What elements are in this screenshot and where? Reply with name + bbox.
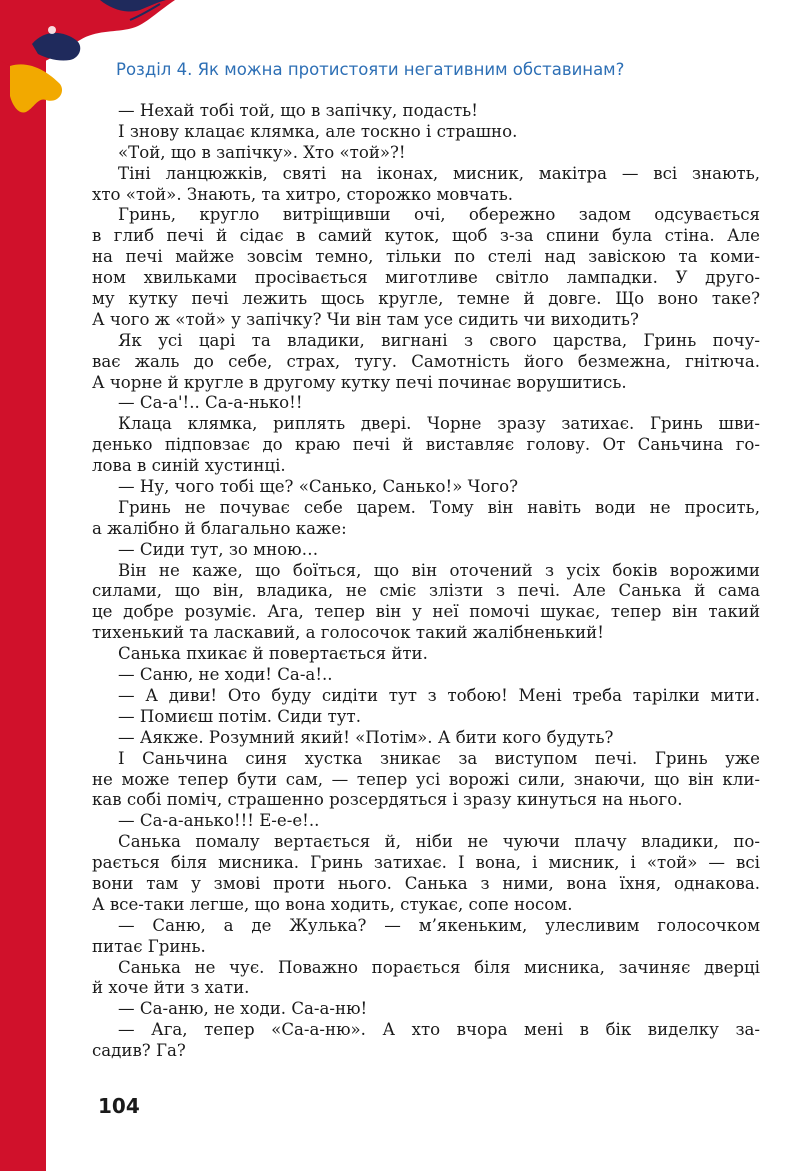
text-line: не може тепер бути сам, — тепер усі ворожі сили, знаючи, що він кли-	[92, 769, 760, 789]
text-line: Тіні ланцюжків, святі на іконах, мисник, макітра — всі знають,	[118, 163, 760, 183]
page-number: 104	[98, 1094, 140, 1118]
text-line: — Ну, чого тобі ще? «Санько, Санько!» Чого?	[118, 477, 519, 497]
text-line: й хоче йти з хати.	[92, 978, 250, 998]
text-line: тихенький та ласкавий, а голосочок такий жалібненький!	[92, 623, 604, 643]
text-line: Як усі царі та владики, вигнані з свого царства, Гринь почу-	[118, 330, 760, 350]
text-line: ває жаль до себе, страх, тугу. Самотність його безмежна, гнітюча.	[92, 351, 760, 371]
text-line: І знову клацає клямка, але тоскно і страшно.	[118, 121, 518, 141]
text-line: — Аякже. Розумний який! «Потім». А бити кого будуть?	[118, 727, 614, 747]
text-line: А чорне й кругле в другому кутку печі починає ворушитись.	[92, 372, 627, 392]
text-line: А чого ж «той» у запічку? Чи він там усе сидить чи виходить?	[92, 309, 639, 329]
text-line: в глиб печі й сідає в самий куток, щоб з-за спини була стіна. Але	[92, 226, 760, 246]
text-line: Гринь, кругло витріщивши очі, обережно задом одсувається	[118, 205, 760, 225]
text-line: рається біля мисника. Гринь затихає. І вона, і мисник, і «той» — всі	[92, 853, 760, 873]
text-line: денько підповзає до краю печі й виставляє голову. От Саньчина го-	[92, 435, 760, 455]
text-line: питає Гринь.	[92, 936, 206, 956]
text-line: Клаца клямка, риплять двері. Чорне зразу затихає. Гринь шви-	[118, 414, 760, 434]
text-line: — Са-а'!.. Са-а-нько!!	[118, 393, 303, 413]
text-line: І Саньчина синя хустка зникає за виступом печі. Гринь уже	[118, 748, 760, 768]
text-line: хто «той». Знають, та хитро, сторожко мовчать.	[92, 184, 514, 204]
text-line: — Са-аню, не ходи. Са-а-ню!	[118, 999, 368, 1019]
text-line: кав собі поміч, страшенно розсердяться і зразу кинуться на нього.	[92, 790, 683, 810]
text-line: Він не каже, що боїться, що він оточений з усіх боків ворожими	[118, 560, 760, 580]
text-line: А все-таки легше, що вона ходить, стукає, сопе носом.	[92, 894, 573, 914]
text-line: це добре розуміє. Ага, тепер він у неї помочі шукає, тепер він такий	[92, 602, 760, 622]
text-line: — А диви! Ото буду сидіти тут з тобою! Мені треба тарілки мити.	[118, 685, 760, 705]
text-line: Санька не чує. Поважно порається біля мисника, зачиняє дверці	[118, 957, 760, 977]
text-line: — Саню, не ходи! Са-а!..	[118, 665, 333, 685]
chapter-header: Розділ 4. Як можна протистояти негативним обставинам?	[116, 60, 625, 79]
decorative-illustration-corner	[0, 0, 175, 115]
text-line: — Саню, а де Жулька? — м’якеньким, улесливим голосочком	[118, 915, 760, 935]
side-color-strip	[0, 0, 46, 1171]
text-line: Санька пхикає й повертається йти.	[118, 644, 428, 664]
body-text	[92, 101, 760, 1062]
text-line: — Помиєш потім. Сиди тут.	[118, 706, 361, 726]
text-line: лова в синій хустинці.	[92, 456, 286, 476]
text-line: — Нехай тобі той, що в запічку, подасть!	[118, 101, 478, 120]
text-line: Гринь не почуває себе царем. Тому він навіть води не просить,	[118, 497, 760, 517]
text-line: Санька помалу вертається й, ніби не чуючи плачу владики, по-	[118, 832, 760, 852]
text-line: вони там у змові проти нього. Санька з ними, вона їхня, однакова.	[92, 873, 760, 893]
text-line: — Ага, тепер «Са-а-ню». А хто вчора мені в бік виделку за-	[118, 1020, 760, 1040]
text-line: на печі майже зовсім темно, тільки по стелі над завіскою та коми-	[92, 247, 760, 267]
text-line: — Са-а-анько!!! Е-е-е!..	[118, 811, 320, 831]
text-line: ном хвильками просівається миготливе світло лампадки. У друго-	[92, 268, 760, 288]
text-line: му кутку печі лежить щось кругле, темне й довге. Що воно таке?	[92, 289, 760, 309]
text-line: а жалібно й благально каже:	[92, 518, 347, 538]
text-line: силами, що він, владика, не сміє злізти з печі. Але Санька й сама	[92, 581, 760, 601]
text-line: — Сиди тут, зо мною…	[118, 539, 319, 559]
text-line: садив? Га?	[92, 1041, 186, 1061]
text-line: «Той, що в запічку». Хто «той»?!	[118, 142, 406, 162]
